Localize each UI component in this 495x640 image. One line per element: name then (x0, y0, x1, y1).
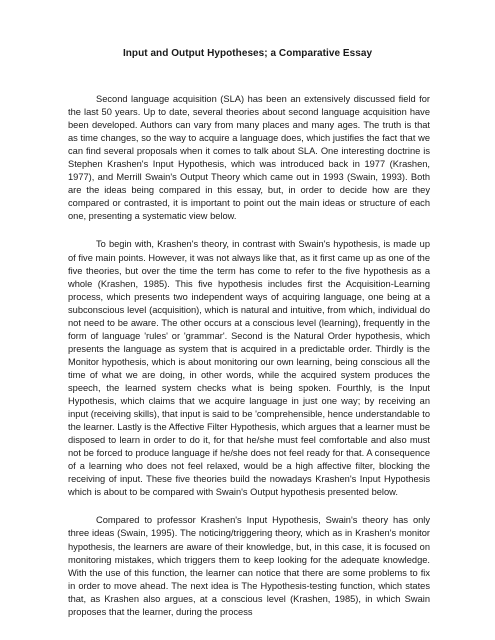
paragraph-krashen: To begin with, Krashen's theory, in contrast with Swain's hypothesis, is made up of five main points. However, it was not always like that, as it first came up as one of the five theories, but over the time the term has come to refer to the five hypothesis as a whole (Krashen, 1985). This five hypothesis includes first the Acquisition-Learning process, which presents two independent ways of acquiring language, one being at a subconscious level (acquisition), which is natural and intuitive, from which, individual do not need to be aware. The other occurs at a conscious level (learning), frequently in the form of language 'rules' or 'grammar'. Second is the Natural Order hypothesis, which presents the language as system that is acquired in a predictable order. Thirdly is the Monitor hypothesis, which is about monitoring our own learning, being conscious all the time of what we are doing, in other words, while the acquired system produces the speech, the learned system checks what is being spoken. Fourthly, is the Input Hypothesis, which claims that we acquire language in just one way; by receiving an input (receiving skills), that input is said to be 'comprehensible, hence understandable to the learner. Lastly is the Affective Filter Hypothesis, which argues that a learner must be disposed to learn in order to do it, for that he/she must feel comfortable and also must not be forced to produce language if he/she does not feel ready for that. A consequence of a learning who does not feel relaxed, would be a high affective filter, blocking the receiving of input. These five theories build the nowadays Krashen's Input Hypothesis which is about to be compared with Swain's Output hypothesis presented below. (68, 239, 430, 498)
essay-body (68, 93, 430, 634)
paragraph-intro: Second language acquisition (SLA) has been an extensively discussed field for the last 50 years. Up to date, several theories about second language acquisition have been developed. Authors can vary from many places and many ages. The truth is that as time changes, so the way to acquire a language does, which justifies the fact that we can find several proposals when it comes to talk about SLA. One interesting doctrine is Stephen Krashen's Input Hypothesis, which was introduced back in 1977 (Krashen, 1977), and Merrill Swain's Output Theory which came out in 1993 (Swain, 1993). Both are the ideas being compared in this essay, but, in order to decide how are they compared or contrasted, it is important to point out the main ideas or structure of each one, presenting a systematic view below. (68, 94, 430, 222)
paragraph-swain: Compared to professor Krashen's Input Hypothesis, Swain's theory has only three ideas (Swain, 1995). The noticing/triggering theory, which as in Krashen's monitor hypothesis, the learners are aware of their knowledge, but, in this case, it is focused on monitoring mistakes, which triggers them to keep looking for the adequate knowledge. With the use of this function, the learner can notice that there are some problems to fix in order to move ahead. The next idea is The Hypothesis-testing function, which states that, as Krashen also argues, at a conscious level (Krashen, 1985), in which Swain proposes that the learner, during the process (68, 515, 430, 617)
page-title: Input and Output Hypotheses; a Comparative Essay (122, 48, 373, 59)
